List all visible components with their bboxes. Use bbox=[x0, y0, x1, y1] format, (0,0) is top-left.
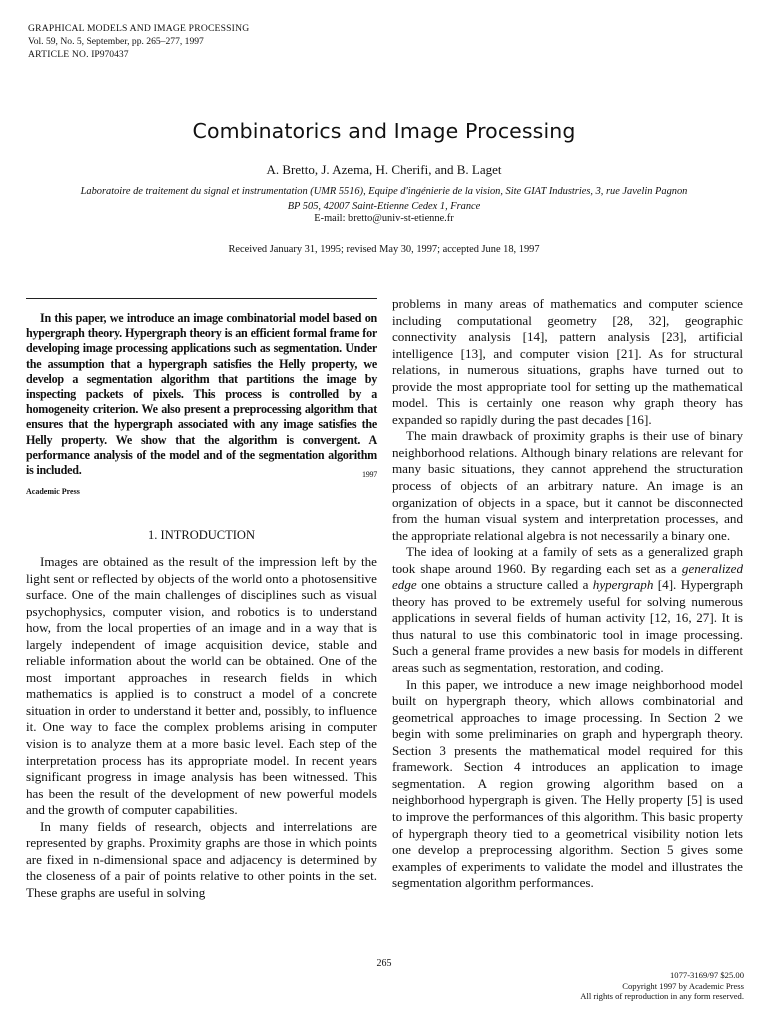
article-id: IP970437 bbox=[91, 49, 129, 60]
page-number: 265 bbox=[376, 958, 392, 969]
abstract-rule bbox=[26, 298, 377, 299]
affiliation bbox=[24, 185, 744, 214]
paragraph-text: [4]. Hypergraph theory has proved to be extremely useful for solving numerous applications in several fields of human activity [12, 16, 27]. It is thus natural to use this combinatoric tool in image processing. Such a general frame provides a new basis for models in different areas such as segmentation, restoration, and coding. bbox=[392, 577, 743, 676]
paragraph: problems in many areas of mathematics and computer science including computational geometry [28, 32], geographic connectivity analysis [14], pattern analysis [23], artificial intelligence [13], and computer vision [21]. As for structural relations, in numerous situations, graphs have turned out to provide the most appropriate tool for setting up the mathematical model. This is certainly one reason why graph theory has expanded so rapidly during the past decades [16]. bbox=[392, 296, 743, 427]
rights-line: All rights of reproduction in any form reserved. bbox=[580, 991, 744, 1002]
paragraph bbox=[392, 544, 743, 676]
abstract-year: 1997 bbox=[362, 470, 377, 480]
paragraph: In this paper, we introduce a new image neighborhood model built on hypergraph theory, which allows combinatorial and geometrical approaches to image processing. In Section 2 we begin with some preliminaries on graph and hypergraph theory. Section 3 presents the mathematical model required for this framework. Section 4 introduces an application to image segmentation. A region growing algorithm based on a neighborhood hypergraph is given. The Helly property [5] is used to improve the performances of this algorithm. This basic property of hypergraph theory tied to a geometrical visibility notion lets one develop a preprocessing algorithm. Section 5 gives some examples of experiments to validate the model and illustrates the segmentation algorithm performances. bbox=[392, 676, 743, 891]
copyright-footer bbox=[580, 970, 744, 1002]
volume-info: Vol. 59, No. 5, September, pp. 265–277, 1997 bbox=[28, 36, 204, 47]
author-email: E-mail: bretto@univ-st-etienne.fr bbox=[314, 213, 454, 224]
paragraph-text: one obtains a structure called a bbox=[416, 577, 593, 593]
emphasis-term: generalized edge bbox=[392, 560, 743, 593]
right-column bbox=[392, 296, 743, 892]
affiliation-line-1: Laboratoire de traitement du signal et instrumentation (UMR 5516), Equipe d'ingénierie de la vision, Site GIAT Industries, 3, rue Javelin Pagnon bbox=[80, 186, 688, 197]
copyright-line: Copyright 1997 by Academic Press bbox=[622, 980, 744, 991]
price-code: 1077-3169/97 $25.00 bbox=[670, 970, 744, 980]
authors: A. Bretto, J. Azema, H. Cherifi, and B. Laget bbox=[266, 162, 502, 177]
received-dates: Received January 31, 1995; revised May 30, 1997; accepted June 18, 1997 bbox=[228, 244, 540, 255]
journal-header bbox=[28, 22, 249, 61]
section-heading: 1. INTRODUCTION bbox=[148, 528, 255, 542]
paper-title: Combinatorics and Image Processing bbox=[192, 119, 576, 143]
paragraph: In many fields of research, objects and interrelations are represented by graphs. Proximity graphs are those in which points are fixed in n-dimensional space and adjacency is determined by the closeness of a pair of points relative to other points in the set. These graphs are useful in solving bbox=[26, 818, 377, 900]
publisher-name: Academic Press bbox=[26, 487, 80, 496]
affiliation-line-2: BP 505, 42007 Saint-Etienne Cedex 1, France bbox=[287, 200, 481, 212]
journal-name: GRAPHICAL MODELS AND IMAGE PROCESSING bbox=[28, 23, 250, 34]
paragraph: Images are obtained as the result of the impression left by the light sent or reflected by objects of the world onto a photosensitive surface. One of the main challenges of disciplines such as visual psychophysics, computer vision, and robotics is to understand how, from the local properties of an image and in a way that is largely independent of image acquisition device, stable and reliable information about the world can be obtained. One of the most important approaches in research fields in which mathematics is applied is to construct a model of a concrete situation in order to understand it better and, possibly, to influence it. One way to face the complex problems arising in computer vision is to analyze them at a more basic level. Each step of the interpretation process has its appropriate model. In recent years significant progress in image analysis has been witnessed. This has been the result of the development of new powerful models and the growth of computer capabilities. bbox=[26, 554, 377, 818]
paragraph-text: The idea of looking at a family of sets as a generalized graph took shape around 1960. By regarding each set as a bbox=[392, 544, 743, 576]
paragraph: The main drawback of proximity graphs is their use of binary neighborhood relations. Although binary relations are relevant for many basic situations, they cannot apprehend the structuration process of objects of an arbitrary nature. An image is an organization of objects in a space, but it cannot be disconnected from the human visual system and interpretation processes, and the appropriate relational algebra is not necessarily a binary one. bbox=[392, 428, 743, 543]
abstract-text: In this paper, we introduce an image combinatorial model based on hypergraph theory. Hypergraph theory is an efficient formal frame for developing image processing applications such as segmentation. Under the assumption that a hypergraph satisfies the Helly property, we develop a segmentation algorithm that partitions the image by inspecting packets of pixels. This process is controlled by a homogeneity criterion. We also present a preprocessing algorithm that ensures that the hypergraph associated with any image satisfies the Helly property. We show that the algorithm is convergent. A performance analysis of the model and of the segmentation algorithm is included. bbox=[26, 311, 377, 478]
article-number-label: ARTICLE NO. bbox=[28, 49, 89, 60]
article-number bbox=[28, 48, 249, 61]
emphasis-term: hypergraph bbox=[592, 577, 654, 593]
left-column bbox=[26, 554, 377, 901]
abstract bbox=[26, 311, 377, 482]
